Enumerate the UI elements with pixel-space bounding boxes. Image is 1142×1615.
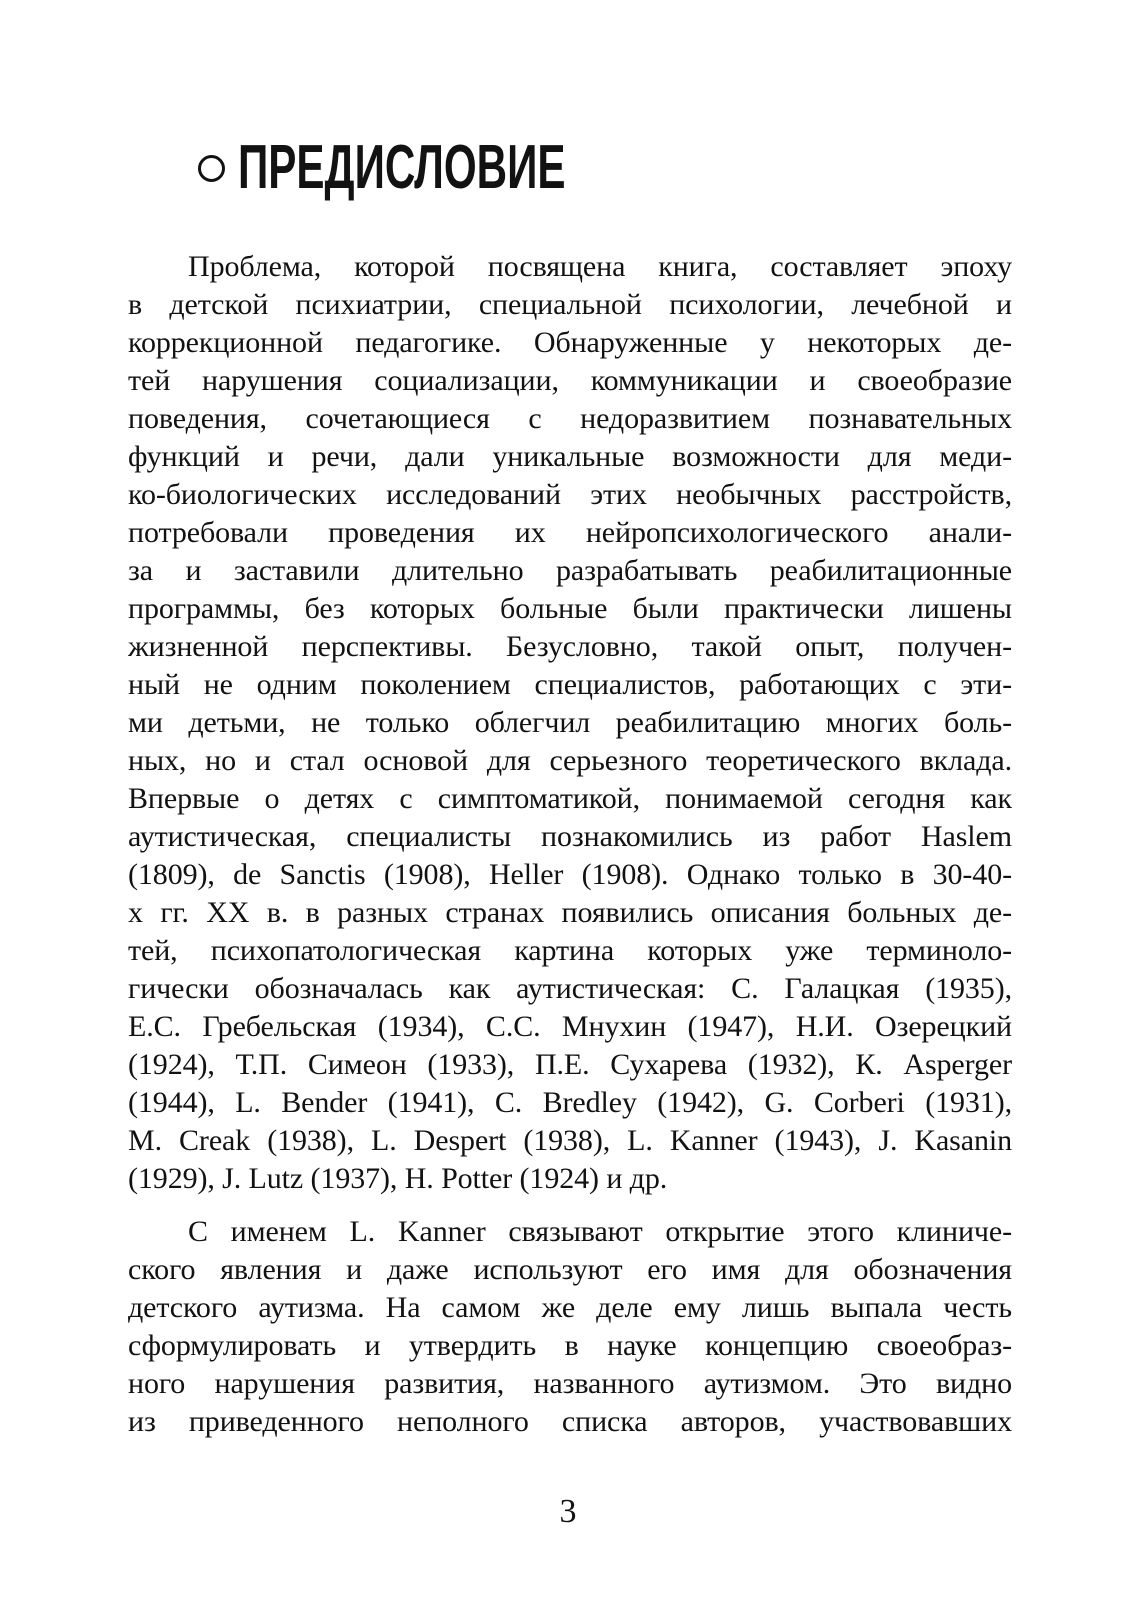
text-line: ко-биологических исследований этих необычных расстройств, bbox=[128, 478, 1012, 511]
text-line: х гг. XX в. в разных странах появились описания больных де- bbox=[128, 896, 1012, 929]
text-line: функций и речи, дали уникальные возможности для меди- bbox=[128, 440, 1012, 473]
text-line: ный не одним поколением специалистов, работающих с эти- bbox=[128, 668, 1012, 701]
chapter-heading bbox=[198, 133, 720, 202]
text-line: (1929), J. Lutz (1937), H. Potter (1924) и др. bbox=[128, 1162, 668, 1195]
body-text bbox=[128, 248, 1012, 1441]
text-line: коррекционной педагогике. Обнаруженные у некоторых де- bbox=[128, 326, 1012, 359]
text-line: за и заставили длительно разрабатывать реабилитационные bbox=[128, 554, 1012, 587]
text-line: тей нарушения социализации, коммуникации и своеобразие bbox=[128, 364, 1012, 397]
text-line: гически обозначалась как аутистическая: С. Галацкая (1935), bbox=[128, 972, 1012, 1005]
text-line: С именем L. Kanner связывают открытие этого клиниче- bbox=[188, 1215, 1012, 1248]
text-line: ми детьми, не только облегчил реабилитацию многих боль- bbox=[128, 706, 1012, 739]
text-line: M. Creak (1938), L. Despert (1938), L. Kanner (1943), J. Kasanin bbox=[128, 1124, 1012, 1157]
page-number: 3 bbox=[559, 1493, 577, 1530]
text-line: Проблема, которой посвящена книга, составляет эпоху bbox=[188, 250, 1012, 283]
text-line: жизненной перспективы. Безусловно, такой опыт, получен- bbox=[128, 630, 1012, 663]
text-line: программы, без которых больные были практически лишены bbox=[128, 592, 1012, 625]
paragraph bbox=[128, 1213, 1012, 1441]
text-line: сформулировать и утвердить в науке концепцию своеобраз- bbox=[128, 1329, 1012, 1362]
text-line: аутистическая, специалисты познакомились из работ Haslem bbox=[128, 820, 1012, 853]
text-line: (1809), de Sanctis (1908), Heller (1908). Однако только в 30-40- bbox=[128, 858, 1012, 891]
text-line: ного нарушения развития, названного аутизмом. Это видно bbox=[128, 1367, 1012, 1400]
text-line: (1944), L. Bender (1941), C. Bredley (1942), G. Corberi (1931), bbox=[128, 1086, 1012, 1119]
text-line: Впервые о детях с симптоматикой, понимаемой сегодня как bbox=[128, 782, 1012, 815]
text-line: ского явления и даже используют его имя для обозначения bbox=[128, 1253, 1012, 1286]
text-line: поведения, сочетающиеся с недоразвитием познавательных bbox=[128, 402, 1012, 435]
text-line: детского аутизма. На самом же деле ему лишь выпала честь bbox=[128, 1291, 1012, 1324]
text-line: из приведенного неполного списка авторов, участвовавших bbox=[128, 1405, 1012, 1438]
paragraph bbox=[128, 248, 1012, 1198]
chapter-title: ПРЕДИСЛОВИЕ bbox=[238, 133, 566, 202]
text-line: тей, психопатологическая картина которых уже терминоло- bbox=[128, 934, 1012, 967]
text-line: (1924), Т.П. Симеон (1933), П.Е. Сухарева (1932), К. Asperger bbox=[128, 1048, 1012, 1081]
text-line: Е.С. Гребельская (1934), С.С. Мнухин (1947), Н.И. Озерецкий bbox=[128, 1010, 1012, 1043]
circle-bullet-icon bbox=[198, 155, 225, 182]
text-line: потребовали проведения их нейропсихологического анали- bbox=[128, 516, 1012, 549]
text-line: ных, но и стал основой для серьезного теоретического вклада. bbox=[128, 744, 1012, 777]
text-line: в детской психиатрии, специальной психологии, лечебной и bbox=[128, 288, 1012, 321]
